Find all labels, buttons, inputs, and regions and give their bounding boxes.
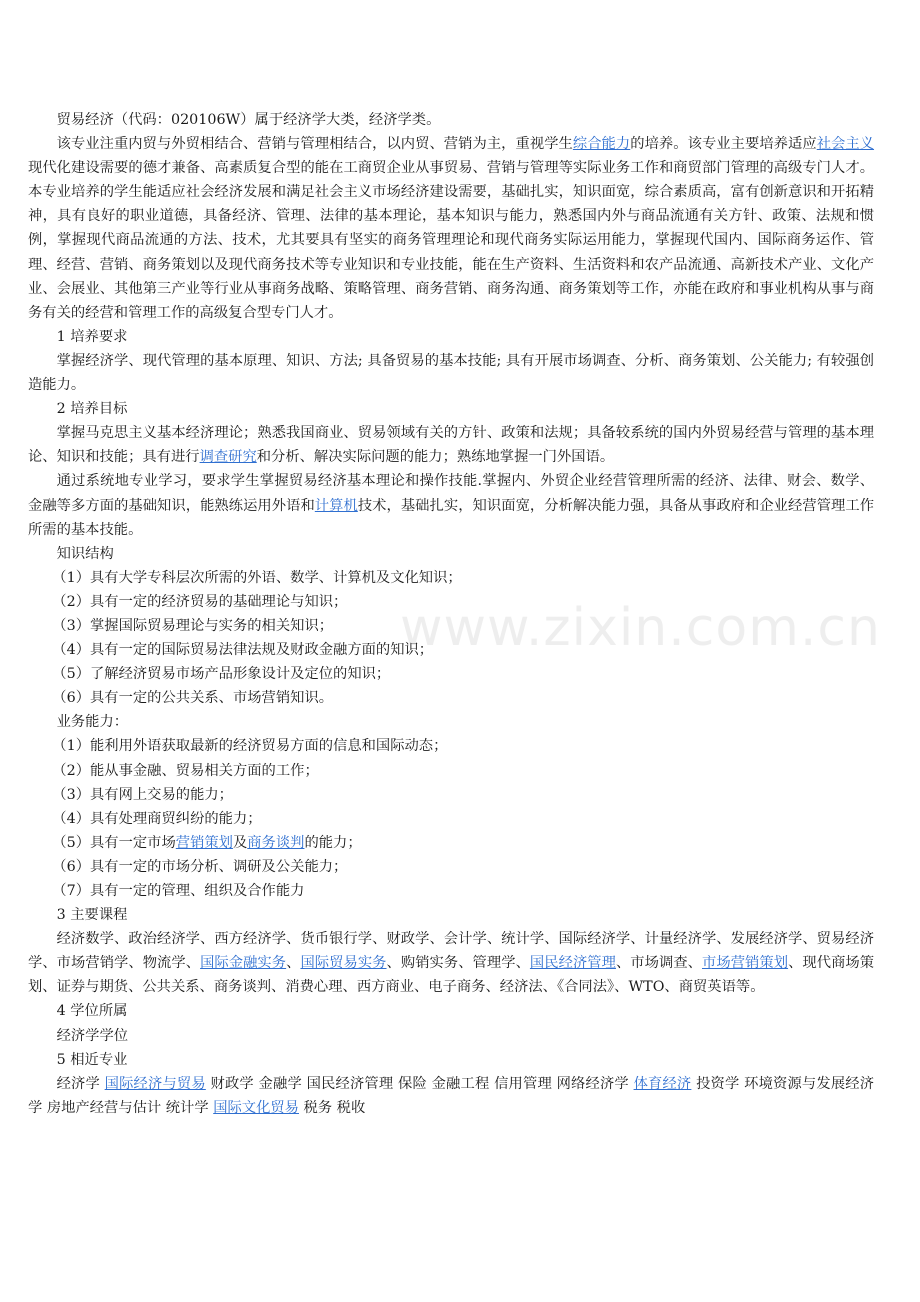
document-body <box>28 108 874 1120</box>
inline-link[interactable]: 国际经济与贸易 <box>104 1075 206 1092</box>
list-item: （2）能从事金融、贸易相关方面的工作； <box>52 762 319 779</box>
list-item: （6）具有一定的市场分析、调研及公关能力； <box>52 858 348 875</box>
list-item: （7）具有一定的管理、组织及合作能力 <box>52 883 305 899</box>
inline-link[interactable]: 国民经济管理 <box>529 955 616 972</box>
inline-link[interactable]: 调查研究 <box>199 449 257 466</box>
related-majors-paragraph: 经济学 国际经济与贸易 财政学 金融学 国民经济管理 保险 金融工程 信用管理 网络经济学 体育经济 投资学 环境资源与发展经济学 房地产经营与估计 统计学 国际文化贸易 税务 税收 <box>28 1075 875 1116</box>
inline-link[interactable]: 国际文化贸易 <box>213 1099 299 1116</box>
heading-related-majors: 5 相近专业 <box>56 1051 128 1068</box>
list-item: （3）掌握国际贸易理论与实务的相关知识； <box>52 617 334 634</box>
inline-link[interactable]: 国际金融实务 <box>200 955 287 972</box>
list-item: （6）具有一定的公共关系、市场营销知识。 <box>52 690 334 707</box>
list-item: （1）能利用外语获取最新的经济贸易方面的信息和国际动态； <box>52 738 448 755</box>
knowledge-list <box>28 566 874 711</box>
watermark: www.zixin.com.cn <box>400 598 881 658</box>
degree-paragraph: 经济学学位 <box>56 1027 129 1044</box>
inline-link[interactable]: 计算机 <box>314 497 358 514</box>
inline-link[interactable]: 商务谈判 <box>247 834 305 851</box>
list-item: （4）具有一定的国际贸易法律法规及财政金融方面的知识； <box>52 642 434 659</box>
requirements-paragraph: 掌握经济学、现代管理的基本原理、知识、方法; 具备贸易的基本技能; 具有开展市场调查、分析、商务策划、公关能力; 有较强创造能力。 <box>28 352 874 394</box>
description-paragraph: 该专业注重内贸与外贸相结合、营销与管理相结合，以内贸、营销为主，重视学生综合能力的培养。该专业主要培养适应社会主义现代化建设需要的德才兼备、高素质复合型的能在工商贸企业从事贸易、营销与管理等实际业务工作和商贸部门管理的高级专门人才。本专业培养的学生能适应社会经济发展和满足社会主义市场经济建设需要，基础扎实，知识面宽，综合素质高，富有创新意识和开拓精神，具有良好的职业道德，具备经济、管理、法律的基本理论，基本知识与能力，熟悉国内外与商品流通有关方针、政策、法规和惯例，掌握现代商品流通的方法、技术，尤其要具有坚实的商务管理理论和现代商务实际运用能力，掌握现代国内、国际商务运作、管理、经营、营销、商务策划以及现代商务技术等专业知识和专业技能，能在生产资料、生活资料和农产品流通、高新技术产业、文化产业、会展业、其他第三产业等行业从事商务战略、策略管理、商务营销、商务沟通、商务策划等工作，亦能在政府和事业机构从事与商务有关的经营和管理工作的高级复合型专门人才。 <box>28 136 875 321</box>
courses-paragraph: 经济数学、政治经济学、西方经济学、货币银行学、财政学、会计学、统计学、国际经济学、计量经济学、发展经济学、贸易经济学、市场营销学、物流学、国际金融实务、国际贸易实务、购销实务、管理学、国民经济管理、市场调查、市场营销策划、现代商场策划、证券与期货、公共关系、商务谈判、消费心理、西方商业、电子商务、经济法、《合同法》、WTO、商贸英语等。 <box>28 931 875 996</box>
heading-business-ability: 业务能力： <box>56 714 129 731</box>
inline-link[interactable]: 社会主义 <box>816 136 875 153</box>
inline-link[interactable]: 综合能力 <box>572 136 631 153</box>
objectives-paragraph: 掌握马克思主义基本经济理论；熟悉我国商业、贸易领域有关的方针、政策和法规；具备较系统的国内外贸易经营与管理的基本理论、知识和技能；具有进行调查研究和分析、解决实际问题的能力；熟练地掌握一门外国语。 <box>28 425 874 466</box>
heading-training-requirements: 1 培养要求 <box>56 328 128 345</box>
list-item: （5）具有一定市场营销策划及商务谈判的能力； <box>52 834 362 851</box>
heading-degree: 4 学位所属 <box>56 1003 128 1020</box>
list-item: （1）具有大学专科层次所需的外语、数学、计算机及文化知识； <box>52 569 462 586</box>
intro-paragraph: 贸易经济（代码：020106W）属于经济学大类，经济学类。 <box>56 112 441 128</box>
list-item: （2）具有一定的经济贸易的基础理论与知识； <box>52 593 348 610</box>
inline-link[interactable]: 国际贸易实务 <box>300 955 387 972</box>
list-item: （5）了解经济贸易市场产品形象设计及定位的知识； <box>52 666 391 683</box>
heading-main-courses: 3 主要课程 <box>56 907 128 924</box>
list-item: （3）具有网上交易的能力； <box>52 786 233 803</box>
heading-training-objectives: 2 培养目标 <box>56 401 128 418</box>
ability-list <box>28 734 874 903</box>
inline-link[interactable]: 体育经济 <box>633 1075 692 1092</box>
list-item: （4）具有处理商贸纠纷的能力； <box>52 810 262 827</box>
inline-link[interactable]: 市场营销策划 <box>702 955 789 972</box>
inline-link[interactable]: 营销策划 <box>175 834 233 851</box>
heading-knowledge-structure: 知识结构 <box>56 545 114 562</box>
study-paragraph: 通过系统地专业学习，要求学生掌握贸易经济基本理论和操作技能.掌握内、外贸企业经营管理所需的经济、法律、财会、数学、金融等多方面的基础知识，能熟练运用外语和计算机技术，基础扎实，知识面宽，分析解决能力强，具备从事政府和企业经营管理工作所需的基本技能。 <box>28 473 875 538</box>
